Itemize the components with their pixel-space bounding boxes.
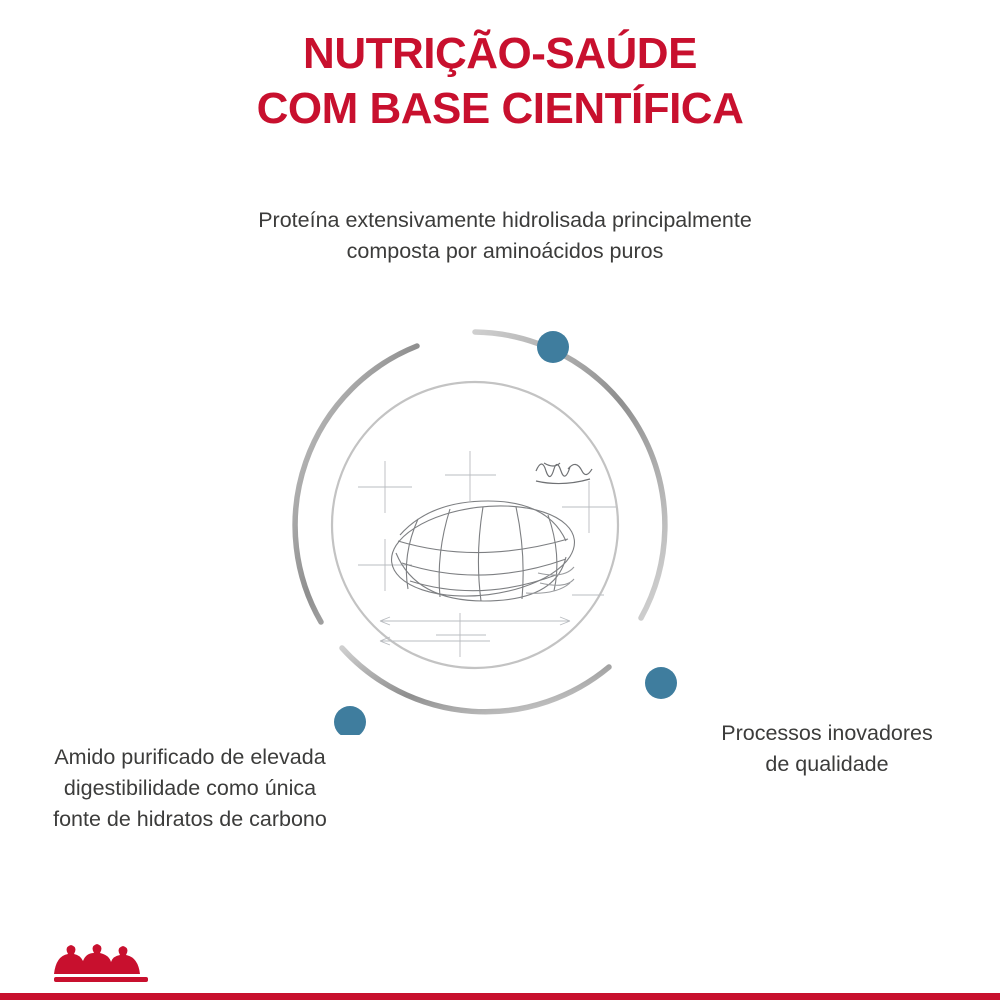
node-bottom-right (645, 667, 677, 699)
royal-canin-logo (48, 944, 160, 986)
page-title (0, 26, 1000, 136)
node-bottom-left (334, 706, 366, 735)
title-line-2: COM BASE CIENTÍFICA (256, 84, 744, 133)
kibble-sketch-illustration (340, 445, 630, 665)
footer-accent-bar (0, 993, 1000, 1000)
node-top (537, 331, 569, 363)
title-line-1: NUTRIÇÃO-SAÚDE (303, 29, 697, 78)
callout-starch: Amido purificado de elevada digestibilidade como única fonte de hidratos de carbono (53, 745, 327, 831)
footer (0, 942, 1000, 1000)
callout-processes: Processos inovadores de qualidade (721, 721, 933, 776)
callout-protein: Proteína extensivamente hidrolisada principalmente composta por aminoácidos puros (258, 208, 752, 263)
